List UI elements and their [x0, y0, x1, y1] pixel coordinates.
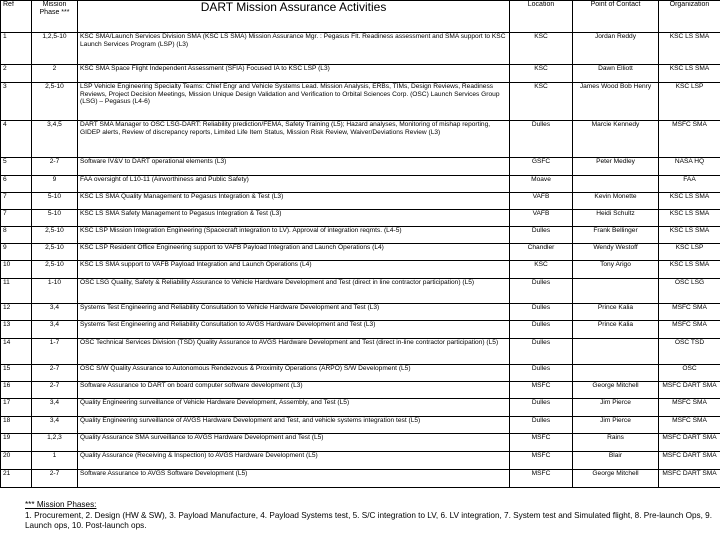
header-row — [1, 1, 720, 33]
cell-organization: OSC — [659, 365, 720, 382]
cell-point-of-contact — [573, 339, 659, 365]
cell-activity: Systems Test Engineering and Reliability Consultation to AVGS Hardware Development and Test (L3) — [78, 321, 510, 339]
table-row — [1, 83, 720, 121]
header-activities: DART Mission Assurance Activities — [78, 1, 510, 33]
table-row — [1, 382, 720, 399]
cell-point-of-contact: Frank Bellinger — [573, 227, 659, 244]
mission-phases-footnote — [25, 500, 715, 532]
cell-point-of-contact: Blair — [573, 452, 659, 470]
table-row — [1, 365, 720, 382]
cell-point-of-contact: Jordan Reddy — [573, 33, 659, 65]
cell-point-of-contact: Heidi Schultz — [573, 210, 659, 227]
cell-ref: 5 — [1, 158, 32, 176]
table-row — [1, 261, 720, 279]
cell-activity: Quality Engineering surveillance of Vehicle Hardware Development, Assembly, and Test (L5) — [78, 399, 510, 417]
footnote-text: 1. Procurement, 2. Design (HW & SW), 3. Payload Manufacture, 4. Payload Systems test, 5. S/C integration to LV, 6. LV integration, 7. System test and Simulated flight, 8. Pre-launch Ops, 9. Launch ops, 10. Post-launch ops. — [25, 510, 713, 531]
cell-activity: Systems Test Engineering and Reliability Consultation to Vehicle Hardware Development and Test (L3) — [78, 304, 510, 321]
cell-mission-phase: 3,4,5 — [32, 121, 78, 158]
cell-location: Dulles — [510, 304, 573, 321]
cell-ref: 4 — [1, 121, 32, 158]
cell-organization: MSFC SMA — [659, 121, 720, 158]
cell-organization: FAA — [659, 176, 720, 193]
cell-organization: MSFC SMA — [659, 399, 720, 417]
cell-mission-phase: 2,5-10 — [32, 244, 78, 261]
cell-mission-phase: 3,4 — [32, 321, 78, 339]
cell-mission-phase: 5-10 — [32, 193, 78, 210]
cell-point-of-contact: Tony Arigo — [573, 261, 659, 279]
cell-organization: MSFC DART SMA — [659, 434, 720, 452]
cell-organization: MSFC DART SMA — [659, 470, 720, 488]
cell-organization: MSFC SMA — [659, 417, 720, 434]
table-row — [1, 304, 720, 321]
cell-activity: OSC LSG Quality, Safety & Reliability Assurance to Vehicle Hardware Development and Test (direct in line contractor participation) (L5) — [78, 279, 510, 304]
cell-activity: Software IV&V to DART operational elements (L3) — [78, 158, 510, 176]
cell-organization: KSC LS SMA — [659, 261, 720, 279]
cell-activity: KSC LSP Resident Office Engineering support to VAFB Payload Integration and Launch Operations (L4) — [78, 244, 510, 261]
table-row — [1, 176, 720, 193]
header-ref: Ref — [1, 1, 32, 33]
cell-ref: 12 — [1, 304, 32, 321]
cell-ref: 2 — [1, 65, 32, 83]
cell-point-of-contact: Prince Kalia — [573, 321, 659, 339]
cell-mission-phase: 1,2,3 — [32, 434, 78, 452]
cell-activity: LSP Vehicle Engineering Specialty Teams: Chief Engr and Vehicle Systems Lead. Mission Analysis, ERBs, TIMs, Design Reviews, Readiness Reviews, Project Decision Meetings, Mission Unique Design Validation and Verification to Orbital Sciences Corp. (OSC) Launch Services Group (LSG) – Pegasus (L4-6) — [78, 83, 510, 121]
footnote-title: *** Mission Phases: — [25, 500, 97, 509]
cell-organization: KSC LS SMA — [659, 227, 720, 244]
cell-location: KSC — [510, 33, 573, 65]
cell-location: KSC — [510, 65, 573, 83]
cell-ref: 13 — [1, 321, 32, 339]
cell-ref: 7 — [1, 193, 32, 210]
cell-activity: KSC SMA/Launch Services Division SMA (KSC LS SMA) Mission Assurance Mgr. : Pegasus Flt. Readiness assessment and SMA support to KSC Launch Services Program (LSP) (L3) — [78, 33, 510, 65]
cell-ref: 9 — [1, 244, 32, 261]
header-point-of-contact: Point of Contact — [573, 1, 659, 33]
cell-organization: KSC LS SMA — [659, 65, 720, 83]
cell-point-of-contact: Jim Pierce — [573, 399, 659, 417]
cell-mission-phase: 1 — [32, 452, 78, 470]
cell-location: VAFB — [510, 210, 573, 227]
cell-mission-phase: 2-7 — [32, 382, 78, 399]
cell-point-of-contact — [573, 176, 659, 193]
table-row — [1, 399, 720, 417]
cell-ref: 17 — [1, 399, 32, 417]
table-row — [1, 434, 720, 452]
cell-point-of-contact: Prince Kalia — [573, 304, 659, 321]
cell-activity: KSC LSP Mission Integration Engineering (Spacecraft integration to LV). Approval of integration reqmts. (L4-5) — [78, 227, 510, 244]
cell-organization: MSFC DART SMA — [659, 452, 720, 470]
cell-location: MSFC — [510, 434, 573, 452]
cell-point-of-contact: Rains — [573, 434, 659, 452]
cell-point-of-contact: Dawn Elliott — [573, 65, 659, 83]
table-row — [1, 210, 720, 227]
cell-location: KSC — [510, 83, 573, 121]
cell-location: Dulles — [510, 365, 573, 382]
cell-ref: 1 — [1, 33, 32, 65]
cell-ref: 14 — [1, 339, 32, 365]
cell-organization: OSC LSG — [659, 279, 720, 304]
cell-ref: 10 — [1, 261, 32, 279]
cell-organization: MSFC DART SMA — [659, 382, 720, 399]
cell-location: Dulles — [510, 321, 573, 339]
table-row — [1, 244, 720, 261]
cell-location: MSFC — [510, 470, 573, 488]
cell-location: Moave — [510, 176, 573, 193]
cell-location: Dulles — [510, 399, 573, 417]
cell-ref: 21 — [1, 470, 32, 488]
cell-activity: Software Assurance to DART on board computer software development (L3) — [78, 382, 510, 399]
cell-organization: KSC LS SMA — [659, 193, 720, 210]
cell-organization: KSC LS SMA — [659, 33, 720, 65]
table-row — [1, 158, 720, 176]
cell-point-of-contact: George Mitchell — [573, 382, 659, 399]
cell-ref: 15 — [1, 365, 32, 382]
table-body — [1, 33, 720, 488]
cell-location: GSFC — [510, 158, 573, 176]
header-mission-phase: Mission Phase *** — [32, 1, 78, 33]
header-location: Location — [510, 1, 573, 33]
cell-organization: MSFC SMA — [659, 321, 720, 339]
cell-point-of-contact: George Mitchell — [573, 470, 659, 488]
cell-mission-phase: 2-7 — [32, 365, 78, 382]
cell-organization: KSC LS SMA — [659, 210, 720, 227]
cell-mission-phase: 2 — [32, 65, 78, 83]
table-row — [1, 279, 720, 304]
cell-mission-phase: 1-10 — [32, 279, 78, 304]
cell-mission-phase: 2-7 — [32, 470, 78, 488]
cell-location: Dulles — [510, 417, 573, 434]
cell-location: Dulles — [510, 121, 573, 158]
cell-ref: 11 — [1, 279, 32, 304]
cell-ref: 3 — [1, 83, 32, 121]
cell-ref: 16 — [1, 382, 32, 399]
cell-organization: NASA HQ — [659, 158, 720, 176]
cell-ref: 8 — [1, 227, 32, 244]
cell-activity: Software Assurance to AVGS Software Development (L5) — [78, 470, 510, 488]
cell-activity: KSC LS SMA Quality Management to Pegasus Integration & Test (L3) — [78, 193, 510, 210]
cell-location: Dulles — [510, 227, 573, 244]
table-row — [1, 417, 720, 434]
cell-mission-phase: 2,5-10 — [32, 261, 78, 279]
header-organization: Organization — [659, 1, 720, 33]
cell-location: KSC — [510, 261, 573, 279]
cell-location: Chandler — [510, 244, 573, 261]
cell-activity: KSC SMA Space Flight Independent Assessment (SFIA) Focused IA to KSC LSP (L3) — [78, 65, 510, 83]
cell-activity: Quality Assurance SMA surveillance to AVGS Hardware Development and Test (L5) — [78, 434, 510, 452]
cell-mission-phase: 9 — [32, 176, 78, 193]
table-row — [1, 121, 720, 158]
cell-point-of-contact: James Wood Bob Henry — [573, 83, 659, 121]
cell-ref: 19 — [1, 434, 32, 452]
cell-location: MSFC — [510, 452, 573, 470]
cell-location: MSFC — [510, 382, 573, 399]
cell-point-of-contact: Jim Pierce — [573, 417, 659, 434]
cell-point-of-contact: Marcie Kennedy — [573, 121, 659, 158]
cell-organization: OSC TSD — [659, 339, 720, 365]
cell-mission-phase: 2,5-10 — [32, 227, 78, 244]
cell-mission-phase: 2-7 — [32, 158, 78, 176]
cell-mission-phase: 2,5-10 — [32, 83, 78, 121]
cell-location: Dulles — [510, 339, 573, 365]
cell-activity: DART SMA Manager to OSC LSG-DART: Reliability prediction/FEMA, Safety Training (L5); Hazard analyses, Monitoring of mishap reporting, GIDEP alerts, Review of discrepancy reports, Limited Life Item Status, Mission Risk Review, Waiver/Deviations Review (L3) — [78, 121, 510, 158]
cell-point-of-contact: Kevin Monette — [573, 193, 659, 210]
cell-ref: 7 — [1, 210, 32, 227]
table-row — [1, 193, 720, 210]
cell-activity: KSC LS SMA support to VAFB Payload Integration and Launch Operations (L4) — [78, 261, 510, 279]
cell-ref: 18 — [1, 417, 32, 434]
cell-mission-phase: 1-7 — [32, 339, 78, 365]
cell-activity: FAA oversight of L10-11 (Airworthiness and Public Safety) — [78, 176, 510, 193]
cell-location: Dulles — [510, 279, 573, 304]
cell-point-of-contact — [573, 279, 659, 304]
cell-organization: MSFC SMA — [659, 304, 720, 321]
table-row — [1, 65, 720, 83]
table-row — [1, 470, 720, 488]
cell-mission-phase: 5-10 — [32, 210, 78, 227]
cell-point-of-contact — [573, 365, 659, 382]
cell-organization: KSC LSP — [659, 244, 720, 261]
cell-point-of-contact: Peter Medley — [573, 158, 659, 176]
cell-activity: Quality Engineering surveillance of AVGS Hardware Development and Test, and vehicle systems integration test (L5) — [78, 417, 510, 434]
cell-mission-phase: 3,4 — [32, 399, 78, 417]
cell-activity: OSC Technical Services Division (TSD) Quality Assurance to AVGS Hardware Development and Test (direct in-line contractor participation) (L5) — [78, 339, 510, 365]
cell-mission-phase: 1,2,5-10 — [32, 33, 78, 65]
cell-point-of-contact: Wendy Westoff — [573, 244, 659, 261]
cell-activity: Quality Assurance (Receiving & Inspection) to AVGS Hardware Development (L5) — [78, 452, 510, 470]
table-row — [1, 33, 720, 65]
cell-ref: 6 — [1, 176, 32, 193]
table-row — [1, 339, 720, 365]
cell-ref: 20 — [1, 452, 32, 470]
cell-activity: KSC LS SMA Safety Management to Pegasus Integration & Test (L3) — [78, 210, 510, 227]
cell-mission-phase: 3,4 — [32, 304, 78, 321]
cell-location: VAFB — [510, 193, 573, 210]
cell-mission-phase: 3,4 — [32, 417, 78, 434]
table-row — [1, 321, 720, 339]
table-row — [1, 452, 720, 470]
cell-activity: OSC S/W Quality Assurance to Autonomous Rendezvous & Proximity Operations (ARPO) S/W Development (L5) — [78, 365, 510, 382]
cell-organization: KSC LSP — [659, 83, 720, 121]
table-row — [1, 227, 720, 244]
